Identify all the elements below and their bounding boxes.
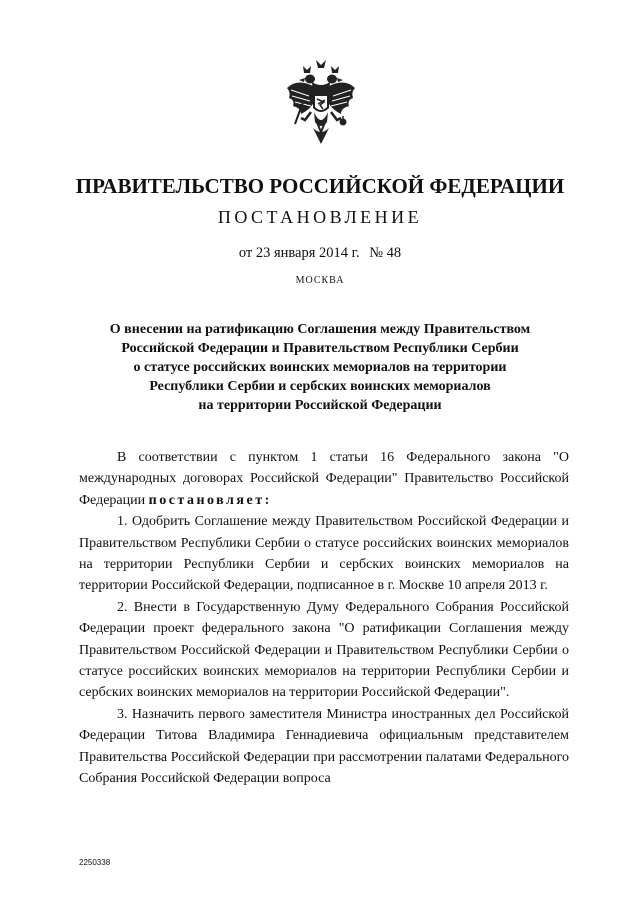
russian-coat-of-arms-icon	[283, 58, 359, 144]
government-title: ПРАВИТЕЛЬСТВО РОССИЙСКОЙ ФЕДЕРАЦИИ	[75, 174, 565, 198]
document-type: ПОСТАНОВЛЕНИЕ	[217, 207, 423, 227]
heading-line: О внесении на ратификацию Соглашения между Правительством	[109, 322, 531, 337]
paragraph-1: 1. Одобрить Соглашение между Правительством Российской Федерации и Правительством Республики Сербии о статусе российских воинских мемориалов на территории Республики Сербии и сербских воинских мемориалов на территории Российской Федерации, подписанное в г. Москве 10 апреля 2013 г.	[79, 514, 569, 594]
intro-paragraph	[79, 447, 569, 511]
city-name: МОСКВА	[295, 275, 345, 286]
intro-text: В соответствии с пунктом 1 статьи 16 Федерального закона "О международных договорах Российской Федерации" Правительство Российской Федерации	[79, 450, 569, 508]
heading-line: Республики Сербии и сербских воинских мемориалов	[149, 379, 491, 394]
decree-verb: постановляет:	[148, 492, 272, 508]
document-date: от 23 января 2014 г.	[238, 245, 360, 261]
document-code: 2250338	[79, 858, 111, 867]
date-number-line	[0, 245, 640, 262]
heading-line: Российской Федерации и Правительством Республики Сербии	[121, 341, 519, 356]
document-heading	[60, 320, 580, 415]
heading-line: о статусе российских воинских мемориалов на территории	[133, 360, 507, 375]
document-body	[79, 447, 569, 790]
paragraph-2: 2. Внести в Государственную Думу Федерального Собрания Российской Федерации проект федерального закона "О ратификации Соглашения между Правительством Российской Федерации и Правительством Республики Сербии о статусе российских воинских мемориалов на территории Республики Сербии и сербских воинских мемориалов на территории Российской Федерации".	[79, 599, 569, 701]
document-number: № 48	[369, 245, 402, 261]
heading-line: на территории Российской Федерации	[198, 398, 442, 413]
paragraph-3: 3. Назначить первого заместителя Министра иностранных дел Российской Федерации Титова Владимира Геннадиевича официальным представителем Правительства Российской Федерации при рассмотрении палатами Федерального Собрания Российской Федерации вопроса	[79, 706, 569, 787]
